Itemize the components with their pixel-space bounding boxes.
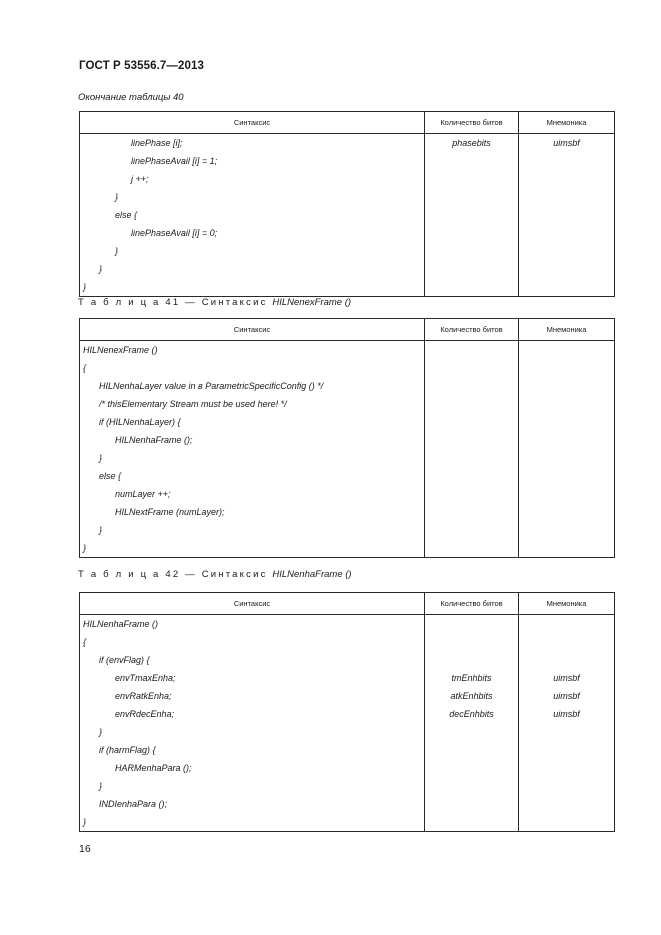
syntax-line: linePhase [i]; — [131, 138, 183, 148]
syntax-line: } — [115, 192, 119, 202]
table-42-caption — [78, 569, 352, 580]
syntax-line: } — [99, 264, 103, 274]
table-42-caption-prefix: Т а б л и ц а 42 — Синтаксис — [78, 569, 273, 580]
column-header-mnemonic: Мнемоника — [519, 593, 615, 615]
mnemonic-value: uimsbf — [553, 709, 580, 719]
syntax-line: } — [99, 453, 103, 463]
mnemonic-value: uimsbf — [553, 673, 580, 683]
bits-value: phasebits — [452, 138, 491, 148]
syntax-line: numLayer ++; — [115, 489, 171, 499]
table-40-caption: Окончание таблицы 40 — [78, 92, 184, 103]
table-41-caption-name: HILNenexFrame () — [272, 297, 352, 308]
bits-cell — [425, 341, 519, 558]
table-40 — [79, 111, 615, 297]
table-41-caption-prefix: Т а б л и ц а 41 — Синтаксис — [78, 297, 273, 308]
syntax-line: INDIenhaPara (); — [99, 799, 168, 809]
column-header-mnemonic: Мнемоника — [519, 112, 615, 134]
syntax-line: HILNextFrame (numLayer); — [115, 507, 225, 517]
mnemonic-value: uimsbf — [553, 691, 580, 701]
bits-value: atkEnhbits — [450, 691, 493, 701]
column-header-syntax: Синтаксис — [80, 112, 425, 134]
table-42 — [79, 592, 615, 832]
syntax-line: /* thisElementary Stream must be used here! */ — [99, 399, 287, 409]
page-number: 16 — [79, 843, 91, 855]
syntax-line: j ++; — [131, 174, 149, 184]
syntax-line: { — [83, 637, 87, 647]
table-42-caption-name: HILNenhaFrame () — [272, 569, 352, 580]
syntax-cell — [80, 341, 425, 558]
syntax-line: if (HILNenhaLayer) { — [99, 417, 181, 427]
document-header: ГОСТ Р 53556.7—2013 — [79, 60, 204, 72]
column-header-mnemonic: Мнемоника — [519, 319, 615, 341]
syntax-line: envTmaxEnha; — [115, 673, 176, 683]
syntax-line: } — [115, 246, 119, 256]
table-41 — [79, 318, 615, 558]
syntax-line: } — [99, 781, 103, 791]
syntax-line: HILNenexFrame () — [83, 345, 158, 355]
syntax-line: HILNenhaFrame () — [83, 619, 159, 629]
mnemonic-value: uimsbf — [553, 138, 580, 148]
syntax-line: } — [99, 525, 103, 535]
syntax-line: else { — [99, 471, 122, 481]
syntax-line: envRatkEnha; — [115, 691, 172, 701]
mnemonic-cell — [519, 615, 615, 832]
syntax-cell — [80, 615, 425, 832]
column-header-bits: Количество битов — [425, 112, 519, 134]
syntax-line: } — [99, 727, 103, 737]
syntax-cell — [80, 134, 425, 297]
syntax-line: else { — [115, 210, 138, 220]
column-header-syntax: Синтаксис — [80, 319, 425, 341]
syntax-line: if (envFlag) { — [99, 655, 150, 665]
bits-cell — [425, 134, 519, 297]
bits-value: decEnhbits — [449, 709, 494, 719]
syntax-line: HILNenhaLayer value in в ParametricSpecificConfig () */ — [99, 381, 324, 391]
syntax-line: HARMenhaPara (); — [115, 763, 192, 773]
table-41-caption — [78, 297, 351, 308]
syntax-line: } — [83, 817, 87, 827]
syntax-line: envRdecEnha; — [115, 709, 175, 719]
bits-value: tmEnhbits — [451, 673, 492, 683]
syntax-line: linePhaseAvail [i] = 0; — [131, 228, 218, 238]
mnemonic-cell — [519, 134, 615, 297]
syntax-line: linePhaseAvail [i] = 1; — [131, 156, 218, 166]
mnemonic-cell — [519, 341, 615, 558]
syntax-line: } — [83, 282, 87, 292]
column-header-syntax: Синтаксис — [80, 593, 425, 615]
column-header-bits: Количество битов — [425, 593, 519, 615]
syntax-line: HILNenhaFrame (); — [115, 435, 193, 445]
syntax-line: } — [83, 543, 87, 553]
bits-cell — [425, 615, 519, 832]
column-header-bits: Количество битов — [425, 319, 519, 341]
syntax-line: if (harmFlag) { — [99, 745, 156, 755]
syntax-line: { — [83, 363, 87, 373]
